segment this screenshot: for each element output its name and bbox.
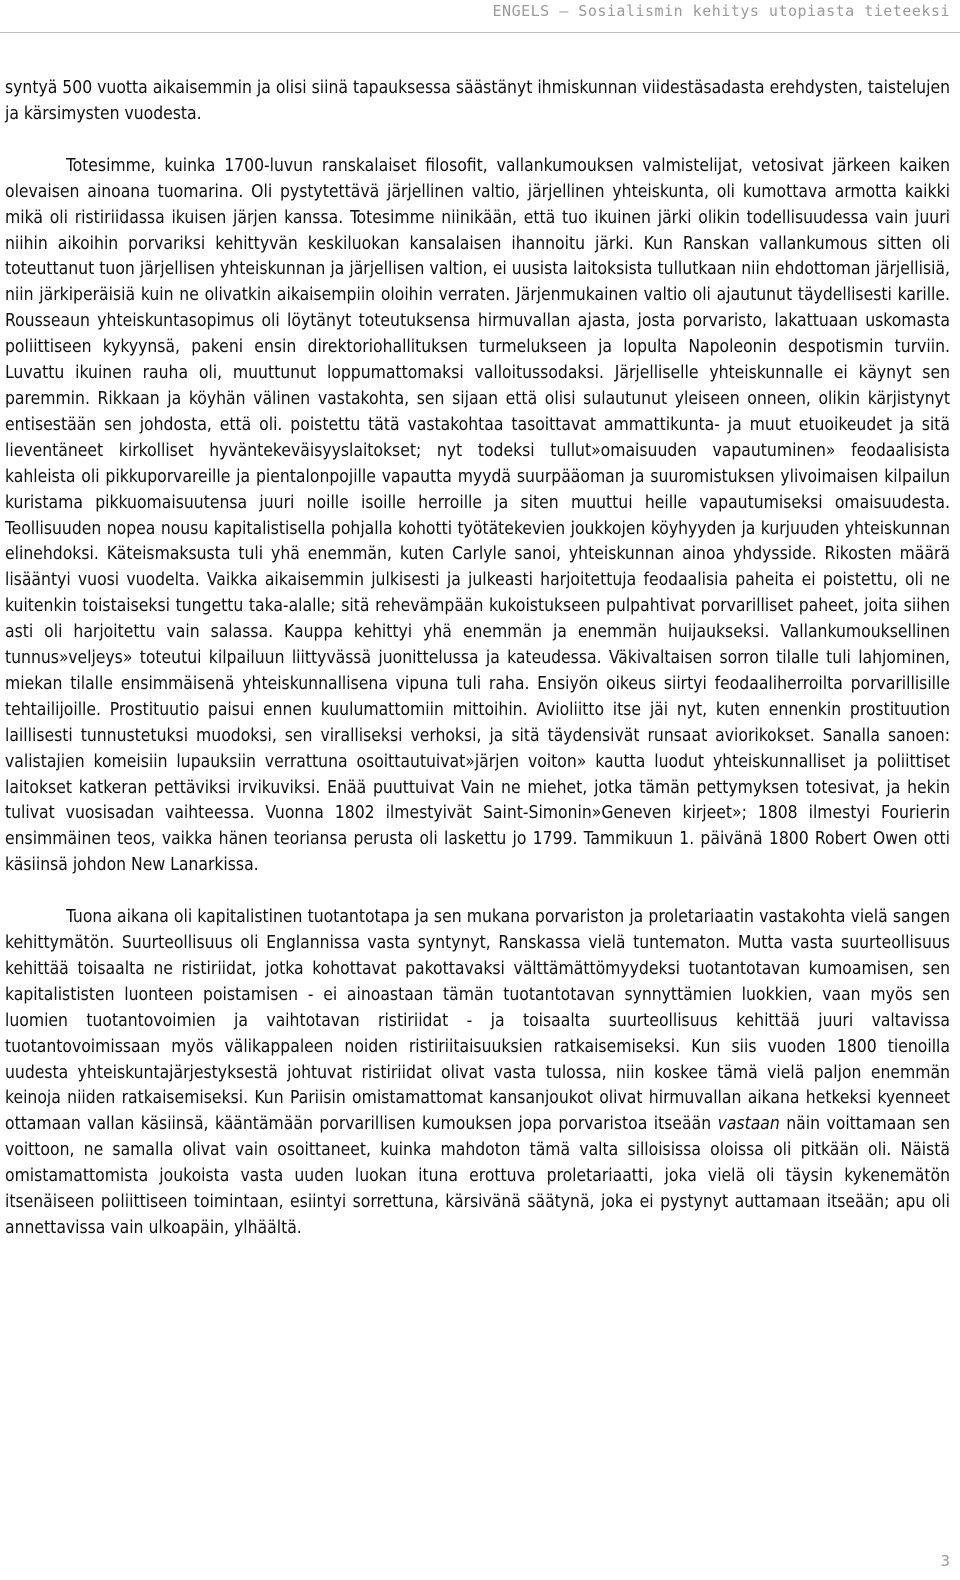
running-header-title: ENGELS – Sosialismin kehitys utopiasta tieteeksi [492,2,950,20]
paragraph-capitalist-mode [5,905,950,1242]
paragraph-text-part: näin voittamaan sen voittoon, ne samalla olivat vain osoittaneet, kuinka mahdoton tämä valta silloisissa oloissa oli pitkään oli. Näistä omistamattomista joukoista vasta uuden luokan ituna erottuva proletariaatti, joka vielä oli täysin kykenemätön itsenäiseen poliittiseen toimintaan, esiintyi sorrettuna, kärsivänä säätynä, joka ei pystynyt auttamaan itseään; apu oli annettavissa vain ulkoapäin, ylhäältä. [5,1114,950,1238]
header-divider [0,32,960,33]
paragraph-philosophers: Totesimme, kuinka 1700-luvun ranskalaiset filosofit, vallankumouksen valmistelijat, vetosivat järkeen kaiken olevaisen ainoana tuomarina. Oli pystytettävä järjellinen valtio, järjellinen yhteiskunta, oli kumottava armotta kaikki mikä oli ristiriidassa ikuisen järjen kanssa. Totesimme niinikään, että tuo ikuinen järki olikin todellisuudessa vain juuri niihin aikoihin porvariksi kehittyvän keskiluokan kansalaisen ihannoitu järki. Kun Ranskan vallankumous sitten oli toteuttanut tuon järjellisen yhteiskunnan ja järjellisen valtion, ei uusista laitoksista tullutkaan niin ehdottoman järjellisiä, niin järkiperäisiä kuin ne olivatkin aikaisempiin oloihin verraten. Järjenmukainen valtio oli ajautunut täydellisesti karille. Rousseaun yhteiskuntasopimus oli löytänyt toteutuksensa hirmuvallan ajasta, josta porvaristo, lakattuaan uskomasta poliittiseen kykyynsä, pakeni ensin direktoriohallituksen turmelukseen ja lopulta Napoleonin despotismin turviin. Luvattu ikuinen rauha oli, muuttunut loppumattomaksi valloitussodaksi. Järjelliselle yhteiskunnalle ei käynyt sen paremmin. Rikkaan ja köyhän välinen vastakohta, sen sijaan että olisi sulautunut yleiseen onneen, olikin kärjistynyt entisestään sen johdosta, että oli. poistettu tätä vastakohtaa tasoittavat ammattikunta- ja muut etuoikeudet ja sitä lieventäneet kirkolliset hyväntekeväisyyslaitokset; nyt todeksi tullut»omaisuuden vapautuminen» feodaalisista kahleista oli pikkuporvareille ja pientalonpojille vapautta myydä suurpääoman ja suuromistuksen ylivoimaisen kilpailun kuristama pikkuomaisuutensa juuri noille isoille herroille ja siten muuttui heille vapautumiseksi omaisuudesta. Teollisuuden nopea nousu kapitalistisella pohjalla kohotti työtätekevien joukkojen köyhyyden ja kurjuuden yhteiskunnan elinehdoksi. Käteismaksusta tuli yhä enemmän, kuten Carlyle sanoi, yhteiskunnan ainoa yhdysside. Rikosten määrä lisääntyi vuosi vuodelta. Vaikka aikaisemmin julkisesti ja julkeasti harjoitettuja feodaalisia paheita ei poistettu, oli ne kuitenkin toistaiseksi tungettu taka-alalle; sitä rehevämpään kukoistukseen pulpahtivat porvarilliset paheet, joita siihen asti oli harjoitettu vain salassa. Kauppa kehittyi yhä enemmän ja enemmän huijaukseksi. Vallankumouksellinen tunnus»veljeys» toteutui kilpailuun liittyvässä juonittelussa ja kateudessa. Väkivaltaisen sorron tilalle tuli lahjominen, miekan tilalle ensimmäisenä yhteiskunnallisena vipuna tuli raha. Ensiyön oikeus siirtyi feodaaliherroilta porvarillisille tehtailijoille. Prostituutio paisui ennen kuulumattomiin mittoihin. Avioliitto itse jäi nyt, kuten ennenkin prostituution laillisesti tunnustetuksi muodoksi, sen viralliseksi verhoksi, ja sitä täydensivät runsaat aviorikokset. Sanalla sanoen: valistajien komeisiin lupauksiin verrattuna osoittautuivat»järjen voiton» kautta luodut yhteiskunnalliset ja poliittiset laitokset katkeran pettäviksi irvikuviksi. Enää puuttuivat Vain ne miehet, jotka tämän pettymyksen totesivat, ja hekin tulivat vuosisadan vaihteessa. Vuonna 1802 ilmestyivät Saint-Simonin»Geneven kirjeet»; 1808 ilmestyi Fourierin ensimmäinen teos, vaikka hänen teoriansa perusta oli laskettu jo 1799. Tammikuun 1. päivänä 1800 Robert Owen otti käsiinsä johdon New Lanarkissa. [5,155,950,876]
paragraph-continuation: syntyä 500 vuotta aikaisemmin ja olisi siinä tapauksessa säästänyt ihmiskunnan viidestäsadasta erehdysten, taistelujen ja kärsimysten vuodesta. [5,78,950,124]
emphasized-word: vastaan [717,1114,780,1135]
page-number: 3 [940,1552,950,1570]
paragraph-text-part: Tuona aikana oli kapitalistinen tuotantotapa ja sen mukana porvariston ja proletariaatin vastakohta vielä sangen kehittymätön. Suurteollisuus oli Englannissa vasta syntynyt, Ranskassa vielä tuntematon. Mutta vasta suurteollisuus kehittää toisaalta ne ristiriidat, jotka kohottavat pakottavaksi välttämättömyydeksi tuotantotavan kumoamisen, sen kapitalististen luonteen poistamisen - ei ainoastaan tämän tuotantotavan synnyttämien luokkien, vaan myös sen luomien tuotantovoimien ja vaihtotavan ristiriidat - ja toisaalta suurteollisuus kehittää juuri valtavissa tuotantovoimissaan myös välikappaleen noiden ristiriitaisuuksien ratkaisemiseksi. Kun siis vuoden 1800 tienoilla uudesta yhteiskuntajärjestyksestä johtuvat ristiriidat olivat vasta tulossa, niin koskee tämä vielä paljon enemmän keinoja niiden ratkaisemiseksi. Kun Pariisin omistamattomat kansanjoukot olivat hirmuvallan aikana hetkeksi kyenneet ottamaan vallan käsiinsä, kääntämään porvarillisen kumouksen jopa porvaristoa itseään [5,907,950,1135]
document-body [5,76,950,1242]
